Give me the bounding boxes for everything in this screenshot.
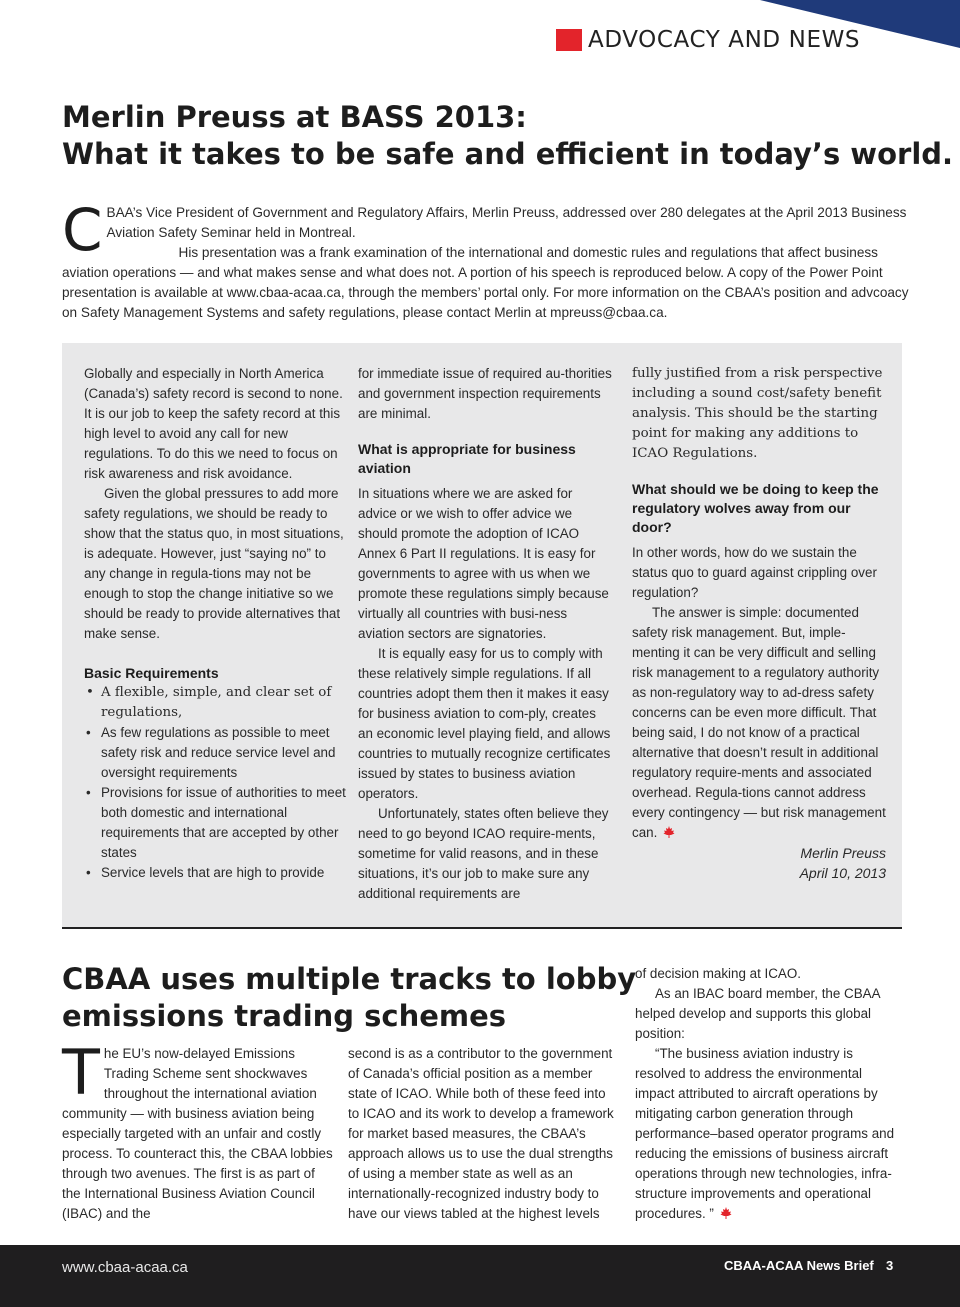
list-item: • As few regulations as possible to meet safety risk and reduce service level and oversight requirements — [84, 723, 346, 783]
article1-intro — [62, 196, 912, 323]
col3-paragraph-3 — [632, 603, 892, 843]
section-square-icon — [556, 29, 582, 51]
article2-dropcap: T — [62, 1036, 100, 1109]
article2-paragraph-3: of decision making at ICAO. — [635, 966, 801, 981]
article2-column-3 — [635, 964, 902, 1224]
article2-column-1 — [62, 1036, 337, 1224]
article1-title-line2: What it takes to be safe and efficient in today’s world. — [62, 137, 954, 171]
col2-paragraph-4: Unfortunately, states often believe they need to go beyond ICAO require-ments, sometime for valid reasons, and in these situations, it’s our job to make sure any additional requirements are — [358, 806, 609, 901]
col3-paragraph-1: fully justified from a risk perspective including a sound cost/safety benefit analysis. This should be the starting point for making any additions to ICAO Regulations. — [632, 366, 883, 461]
section-title: ADVOCACY AND NEWS — [588, 27, 861, 53]
article2-paragraph-2: second is as a contributor to the government of Canada’s official position as a member state of ICAO. While both of these feed into to ICAO and its work to develop a framework for market based measures, the CBAA’s approach allows us to use the dual strengths of using a member state as well as an internationally-recognized industry body to have our views tabled at the highest levels — [348, 1046, 614, 1221]
speech-column-2 — [358, 364, 614, 904]
signature-name: Merlin Preuss — [800, 845, 886, 861]
list-item: • A flexible, simple, and clear set of regulations, — [84, 683, 346, 723]
article2-paragraph-1: he EU’s now-delayed Emissions Trading Scheme sent shockwaves throughout the international aviation community — with business aviation being especially targeted with an unfair and costly process. To counteract this, the CBAA lobbies through two avenues. The first is as part of the International Business Aviation Council (IBAC) and the — [62, 1046, 333, 1221]
article2-paragraph-4: As an IBAC board member, the CBAA helped develop and supports this global position: — [635, 986, 880, 1041]
wolves-heading: What should we be doing to keep the regulatory wolves away from our door? — [632, 481, 879, 535]
col2-paragraph-1: for immediate issue of required au-thorities and government inspection requirements are minimal. — [358, 366, 612, 421]
article1-headline — [62, 99, 953, 173]
article2-quote-text: “The business aviation industry is resolved to address the environmental impact attributed to aircraft operations by mitigating carbon generation through performance–based operator programs and reducing the emissions of business aircraft operations through new technologies, infra-structure improvements and operational procedures. ” — [635, 1046, 895, 1221]
basic-requirements-heading: Basic Requirements — [84, 665, 219, 681]
maple-leaf-icon — [663, 826, 675, 838]
maple-leaf-icon — [720, 1207, 732, 1219]
article2-title-line1: CBAA uses multiple tracks to lobby — [62, 962, 637, 996]
col2-paragraph-2: In situations where we are asked for advice or we wish to offer advice we should promote the adoption of ICAO Annex 6 Part II regulations. It is easy for governments to agree with us when we promote these regulations simply because virtually all countries with busi-ness aviation sectors are signatories. — [358, 486, 609, 641]
article2-headline — [62, 961, 636, 1035]
list-item: • Service levels that are high to provide — [84, 863, 346, 883]
page-footer — [0, 1245, 960, 1307]
page-number: 3 — [886, 1258, 894, 1273]
section-divider — [62, 927, 902, 929]
article2-quote — [635, 1044, 902, 1224]
signature-date: April 10, 2013 — [799, 865, 886, 881]
article1-dropcap: C — [62, 196, 103, 264]
requirements-list — [84, 683, 346, 883]
col2-paragraph-3: It is equally easy for us to comply with these relatively simple regulations. If all countries adopt them then it makes it easy for business aviation to com-ply, creates an economic level playing field, and allows countries to mutually recognize certificates issued by states to business aviation operators. — [358, 646, 611, 801]
col3-paragraph-3-text: The answer is simple: documented safety risk management. But, imple-menting it can be very difficult and selling risk management to a regulatory authority as non-regulatory way to ad-dress safety concerns can be even more difficult. That being said, I do not know of a practical alternative that doesn’t result in additional regulatory require-ments and associated overhead. Regula-tions cannot address every contingency — but risk management can. — [632, 605, 886, 840]
speech-column-1 — [84, 364, 346, 883]
col1-paragraph-2: Given the global pressures to add more safety regulations, we should be ready to show that the status quo, in most situations, is adequate. However, just “saying no” to any change in regula-tions may not be enough to stop the change initiative so we should be ready to provide alternatives that make sense. — [84, 486, 344, 641]
intro-paragraph-1: BAA’s Vice President of Government and Regulatory Affairs, Merlin Preuss, addressed over 280 delegates at the April 2013 Business Aviation Safety Seminar held in Montreal. — [106, 205, 907, 240]
speech-column-3 — [632, 364, 892, 883]
col1-paragraph-1: Globally and especially in North America (Canada’s) safety record is second to none. It is our job to keep the safety record at this high level to avoid any call for new regulations. To do this we need to focus on risk awareness and risk avoidance. — [84, 366, 343, 481]
article1-title-line1: Merlin Preuss at BASS 2013: — [62, 100, 527, 134]
article2-title-line2: emissions trading schemes — [62, 999, 507, 1033]
article2-column-2 — [348, 1044, 620, 1224]
list-item: • Provisions for issue of authorities to meet both domestic and international requirements that are accepted by other states — [84, 783, 346, 863]
col3-paragraph-2: In other words, how do we sustain the status quo to guard against crippling over regulation? — [632, 545, 877, 600]
section-header — [556, 27, 860, 53]
appropriate-heading: What is appropriate for business aviation — [358, 441, 576, 476]
intro-paragraph-2: His presentation was a frank examination of the international and domestic rules and regulations that affect business aviation operations — and what makes sense and what does not. A portion of his speech is reproduced below. A copy of the Power Point presentation is available at www.cbaa-acaa.ca, through the members’ portal only. For more information on the CBAA’s position and advcoacy on Safety Management Systems and safety regulations, please contact Merlin at mpreuss@cbaa.ca. — [62, 245, 909, 320]
footer-url-link[interactable]: www.cbaa-acaa.ca — [62, 1259, 188, 1276]
footer-publication: CBAA-ACAA News Brief — [724, 1258, 874, 1273]
